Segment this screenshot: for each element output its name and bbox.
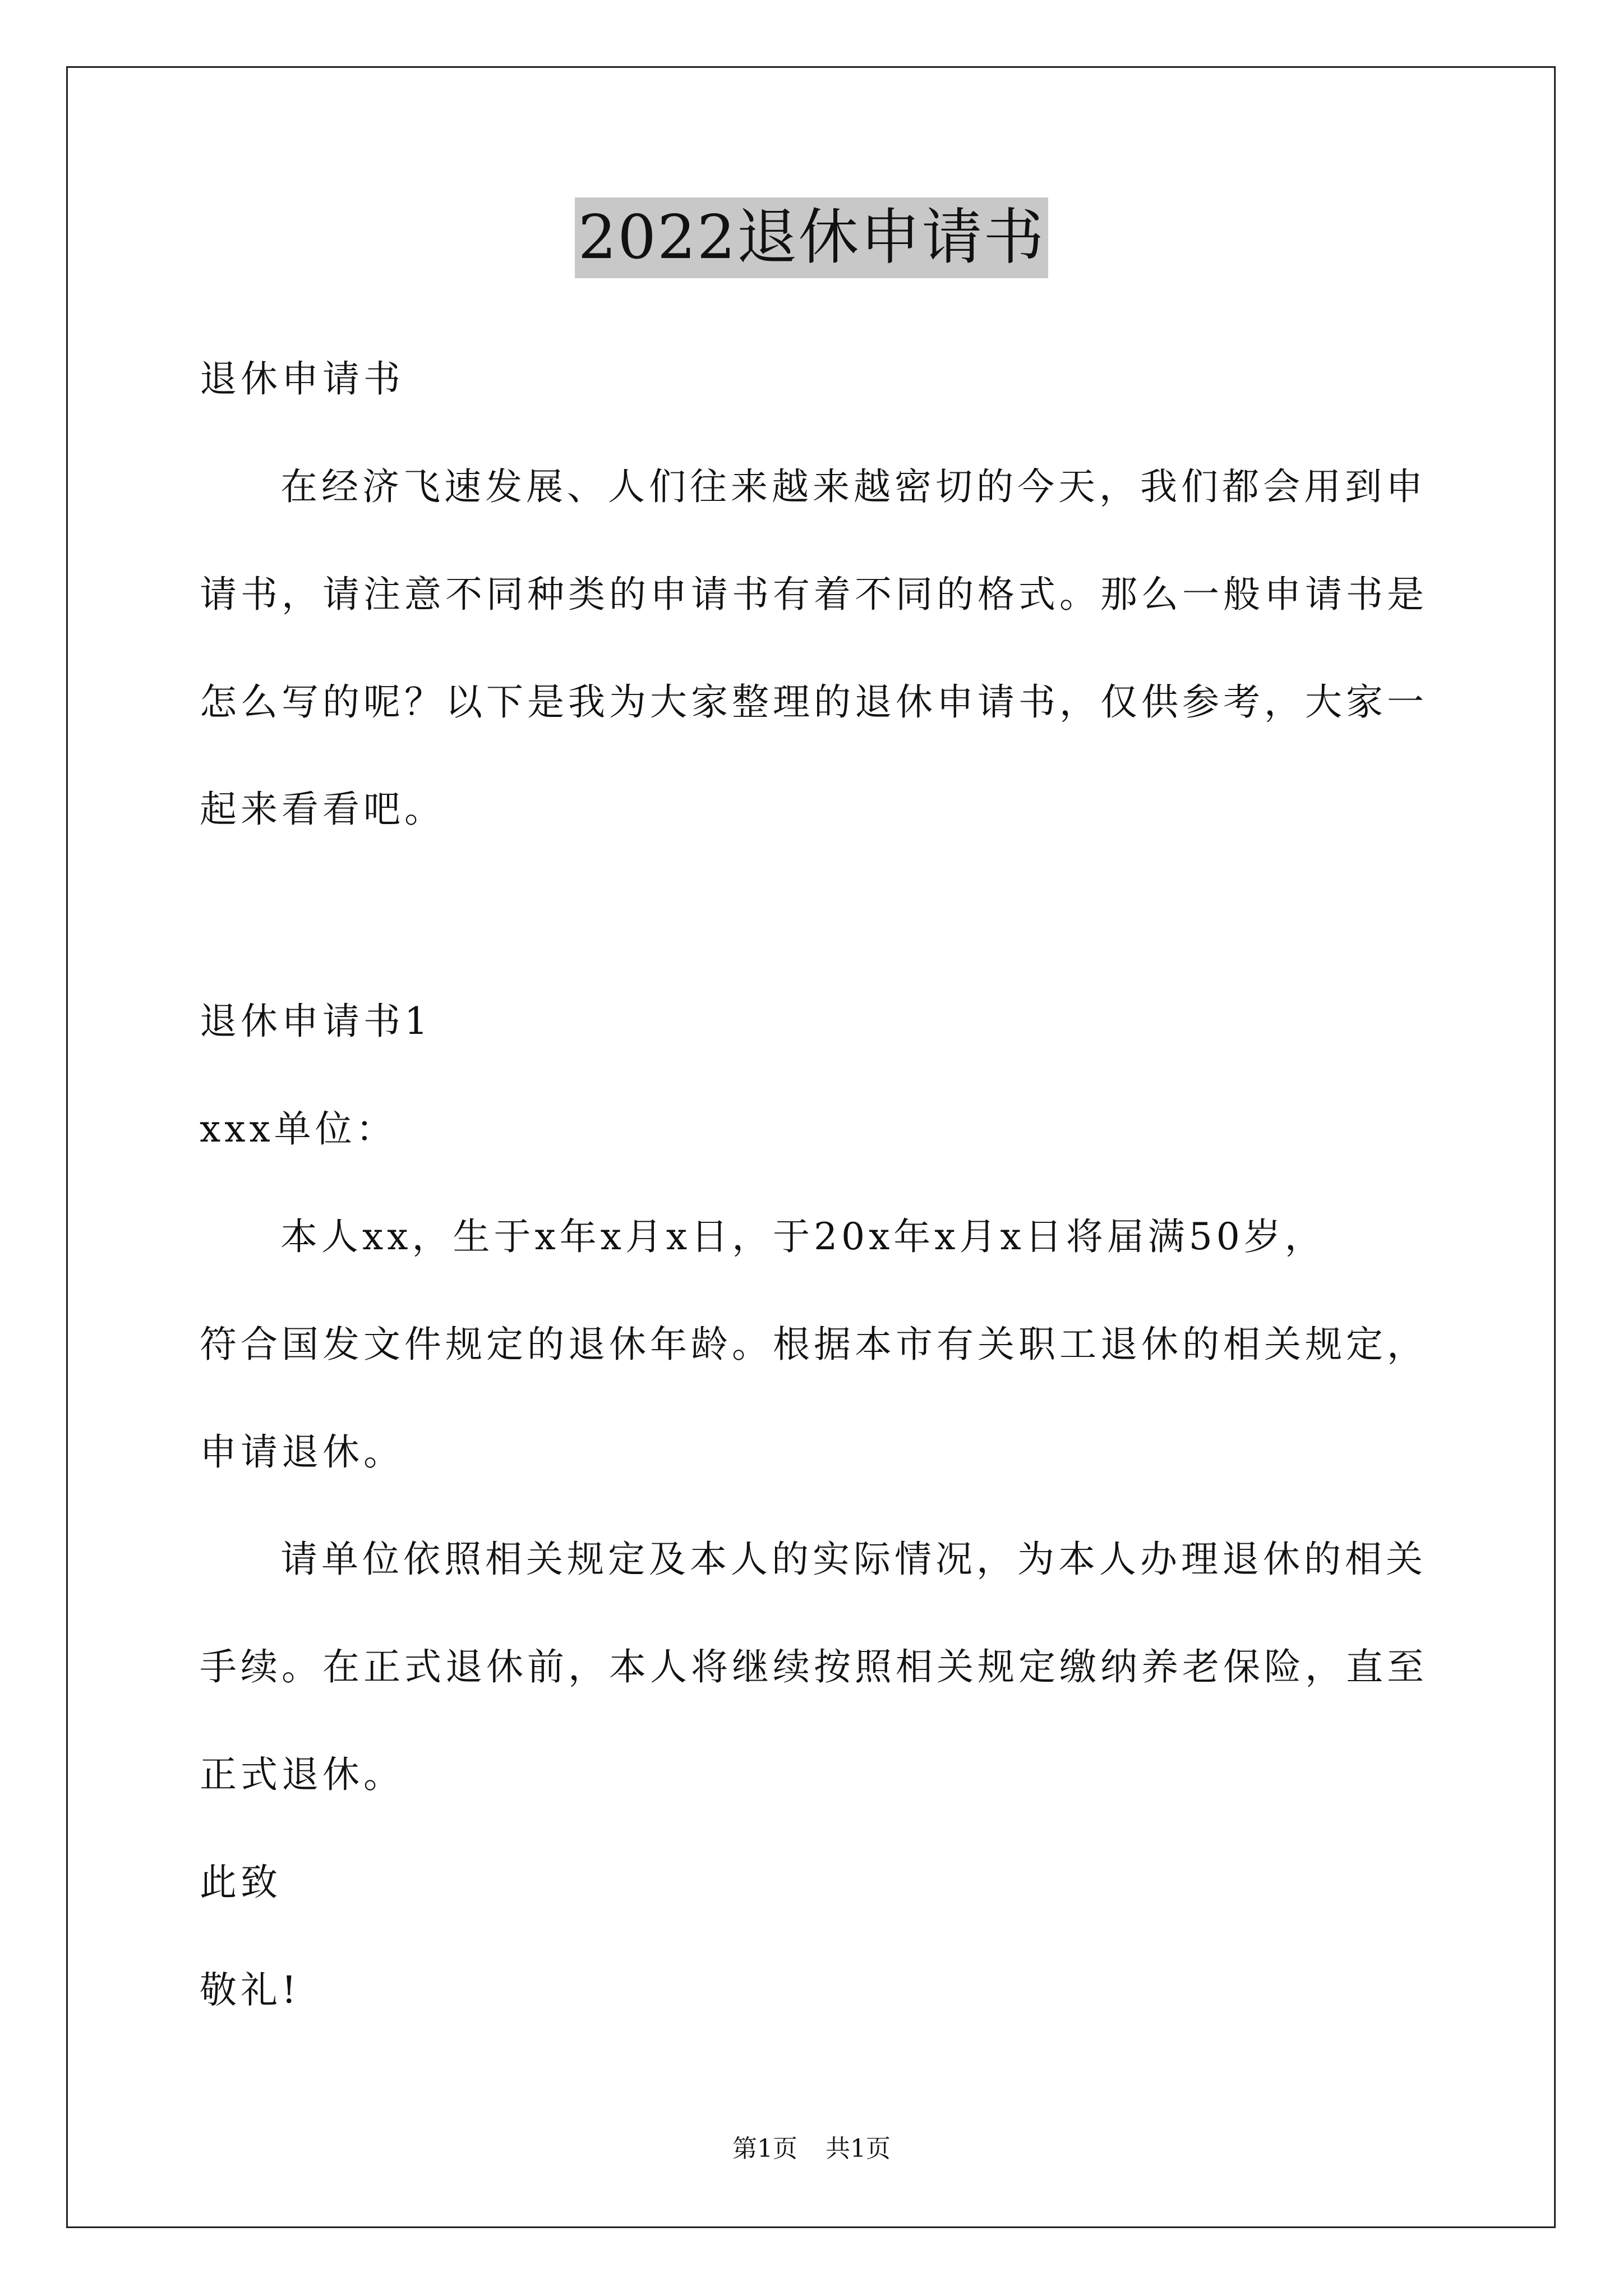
intro-line-1: 在经济飞速发展、人们往来越来越密切的今天，我们都会用到申 bbox=[280, 465, 1427, 508]
page-current: 第1页 bbox=[732, 2134, 797, 2163]
subtitle: 退休申请书 bbox=[200, 357, 404, 401]
closing-1: 此致 bbox=[200, 1861, 282, 1904]
para2-line-3: 正式退休。 bbox=[200, 1753, 404, 1796]
section-heading: 退休申请书1 bbox=[200, 1000, 432, 1043]
para1-line-1: 本人xx，生于x年x月x日，于20x年x月x日将届满50岁， bbox=[280, 1215, 1326, 1258]
document-title: 2022退休申请书 bbox=[575, 197, 1049, 278]
para1-line-2: 符合国发文件规定的退休年龄。根据本市有关职工退休的相关规定， bbox=[200, 1323, 1428, 1366]
intro-line-2: 请书，请注意不同种类的申请书有着不同的格式。那么一般申请书是 bbox=[200, 573, 1428, 616]
page-footer bbox=[0, 2133, 1623, 2165]
page-total: 共1页 bbox=[826, 2134, 891, 2163]
para2-line-1: 请单位依照相关规定及本人的实际情况，为本人办理退休的相关 bbox=[280, 1538, 1427, 1581]
salutation: xxx单位： bbox=[200, 1107, 397, 1151]
para1-line-3: 申请退休。 bbox=[200, 1430, 404, 1474]
para2-line-2: 手续。在正式退休前，本人将继续按照相关规定缴纳养老保险，直至 bbox=[200, 1645, 1428, 1688]
title-wrap bbox=[0, 197, 1623, 278]
intro-line-4: 起来看看吧。 bbox=[200, 788, 445, 831]
closing-2: 敬礼! bbox=[200, 1968, 301, 2012]
intro-line-3: 怎么写的呢？以下是我为大家整理的退休申请书，仅供参考，大家一 bbox=[200, 680, 1428, 724]
